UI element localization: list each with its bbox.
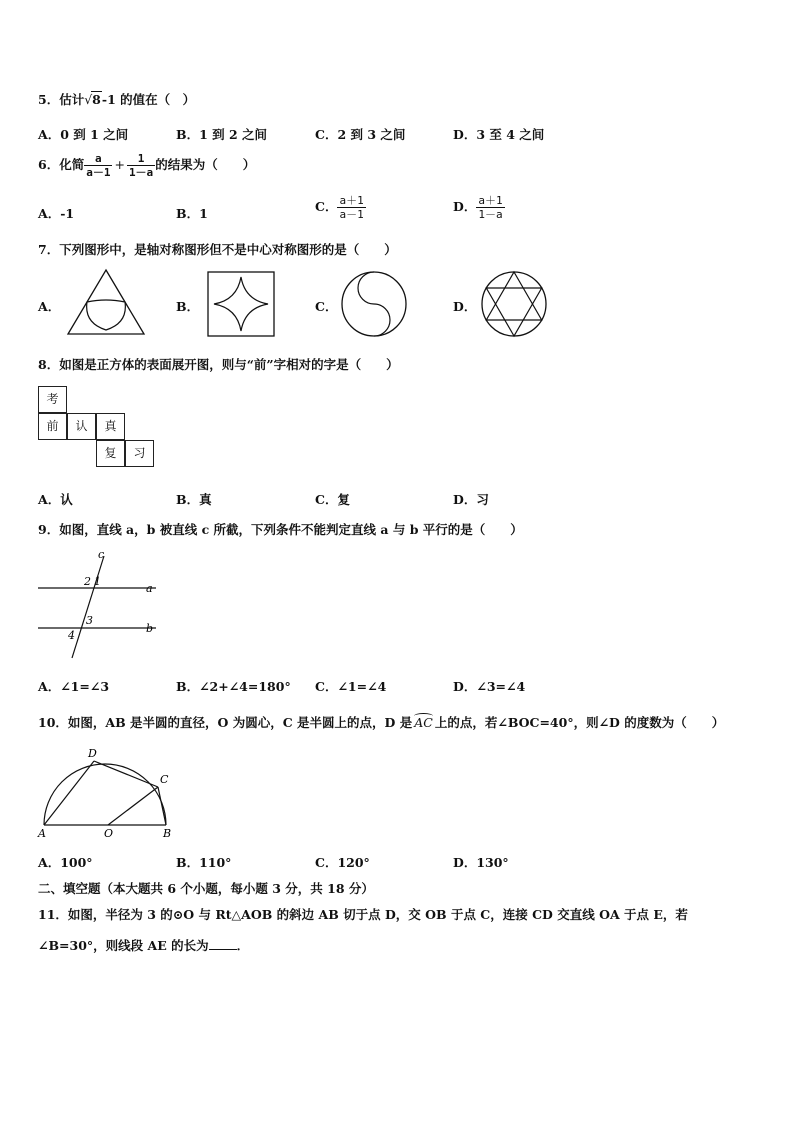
q7-option-b-label[interactable]: B． <box>176 299 200 314</box>
q6-option-c-fraction <box>337 194 365 221</box>
label-angle-3: 3 <box>86 614 93 627</box>
q6-optc-den: a－1 <box>339 208 364 221</box>
q10-option-a[interactable]: A．100° <box>38 855 93 870</box>
q9-option-c[interactable]: C．∠1=∠4 <box>315 679 387 694</box>
q10-stem-pre: 10．如图，AB 是半圆的直径，O 为圆心，C 是半圆上的点，D 是 <box>38 715 413 730</box>
label-O: O <box>104 827 114 840</box>
q6-optd-den: 1－a <box>478 208 503 221</box>
cell-kao: 考 <box>38 386 67 413</box>
q9-option-b[interactable]: B．∠2+∠4=180° <box>176 679 291 694</box>
label-C: C <box>160 773 169 786</box>
label-angle-1: 1 <box>94 575 101 588</box>
q8-option-a[interactable]: A．认 <box>38 492 73 507</box>
q7-figure-a-triangle <box>66 268 146 336</box>
q7-option-a-label[interactable]: A． <box>38 299 61 314</box>
q6-f1-den: a－1 <box>86 166 111 179</box>
q11-line2 <box>38 936 249 954</box>
q5-stem-pre: 5．估计 <box>38 92 85 107</box>
cell-xi: 习 <box>125 440 154 467</box>
q6-stem-post: 的结果为（ ） <box>155 157 256 172</box>
q7-figure-d-hexagram <box>480 270 548 338</box>
q6-option-d[interactable] <box>453 194 505 221</box>
q5-option-b[interactable]: B．1 到 2 之间 <box>176 127 268 142</box>
cell-qian: 前 <box>38 413 67 440</box>
q7-stem: 7．下列图形中，是轴对称图形但不是中心对称图形的是（ ） <box>38 242 397 257</box>
q6-stem <box>38 152 255 179</box>
cell-ren: 认 <box>67 413 96 440</box>
label-angle-2: 2 <box>84 575 91 588</box>
q8-option-d[interactable]: D．习 <box>453 492 489 507</box>
q9-figure-parallel-lines <box>38 548 163 660</box>
q6-stem-pre: 6．化简 <box>38 157 85 172</box>
q6-optd-num: a＋1 <box>478 194 503 207</box>
q8-option-b[interactable]: B．真 <box>176 492 212 507</box>
q5-stem: 5．估计√8-1 的值在（ ） <box>38 92 196 107</box>
q6-option-d-label: D． <box>453 199 477 214</box>
q9-stem: 9．如图，直线 a，b 被直线 c 所截，下列条件不能判定直线 a 与 b 平行的是（ ） <box>38 522 523 537</box>
label-D: D <box>88 747 97 760</box>
q6-f2-den: 1－a <box>128 166 154 179</box>
q6-option-a[interactable]: A．-1 <box>38 206 75 221</box>
q10-stem-post: 上的点，若∠BOC=40°，则∠D 的度数为（ ） <box>434 715 725 730</box>
q6-fraction-2 <box>127 152 155 179</box>
q10-option-d[interactable]: D．130° <box>453 855 509 870</box>
arc-mark-icon <box>414 713 433 719</box>
label-b: b <box>146 622 154 635</box>
q8-stem: 8．如图是正方体的表面展开图，则与“前”字相对的字是（ ） <box>38 357 399 372</box>
q6-f1-num: a <box>84 152 112 166</box>
q6-optc-num: a＋1 <box>339 194 364 207</box>
q6-option-c[interactable] <box>315 194 366 221</box>
q7-figure-c-yin-yang <box>340 270 408 338</box>
q9-option-a[interactable]: A．∠1=∠3 <box>38 679 110 694</box>
q7-figure-b-square-star <box>207 271 275 337</box>
q10-option-b[interactable]: B．110° <box>176 855 232 870</box>
label-c: c <box>98 548 105 561</box>
label-angle-4: 4 <box>68 629 75 642</box>
q9-option-d[interactable]: D．∠3=∠4 <box>453 679 526 694</box>
q6-option-d-fraction <box>476 194 504 221</box>
section-2-title: 二、填空题（本大题共 6 个小题，每小题 3 分，共 18 分） <box>38 881 374 896</box>
q10-arc-ac <box>414 715 433 730</box>
label-B: B <box>163 827 172 840</box>
q11-answer-blank[interactable] <box>209 939 237 950</box>
q6-f2-num: 1 <box>127 152 155 166</box>
q10-option-c[interactable]: C．120° <box>315 855 370 870</box>
q6-plus: + <box>114 157 125 172</box>
q5-option-a[interactable]: A．0 到 1 之间 <box>38 127 129 142</box>
cell-fu: 复 <box>96 440 125 467</box>
q6-option-b[interactable]: B．1 <box>176 206 208 221</box>
q6-option-c-label: C． <box>315 199 338 214</box>
q10-figure-semicircle <box>38 745 178 840</box>
q10-stem <box>38 713 724 731</box>
q11-line2-pre: ∠B=30°，则线段 AE 的长为 <box>38 938 209 953</box>
cell-zhen: 真 <box>96 413 125 440</box>
q7-option-c-label[interactable]: C． <box>315 299 338 314</box>
q10-arc-text: AC <box>414 715 433 730</box>
q5-radicand: 8 <box>92 92 101 107</box>
q5-stem-post: -1 的值在（ ） <box>101 92 196 107</box>
q5-option-c[interactable]: C．2 到 3 之间 <box>315 127 406 142</box>
q6-fraction-1 <box>84 152 112 179</box>
label-a: a <box>146 582 153 595</box>
q7-option-d-label[interactable]: D． <box>453 299 477 314</box>
label-A: A <box>38 827 46 840</box>
q8-option-c[interactable]: C．复 <box>315 492 350 507</box>
q11-line2-post: ． <box>236 938 250 953</box>
q11-line1: 11．如图，半径为 3 的⊙O 与 Rt△AOB 的斜边 AB 切于点 D，交 OB 于点 C，连接 CD 交直线 OA 于点 E，若 <box>38 907 688 922</box>
q5-option-d[interactable]: D．3 至 4 之间 <box>453 127 545 142</box>
q8-cube-net <box>38 386 158 472</box>
